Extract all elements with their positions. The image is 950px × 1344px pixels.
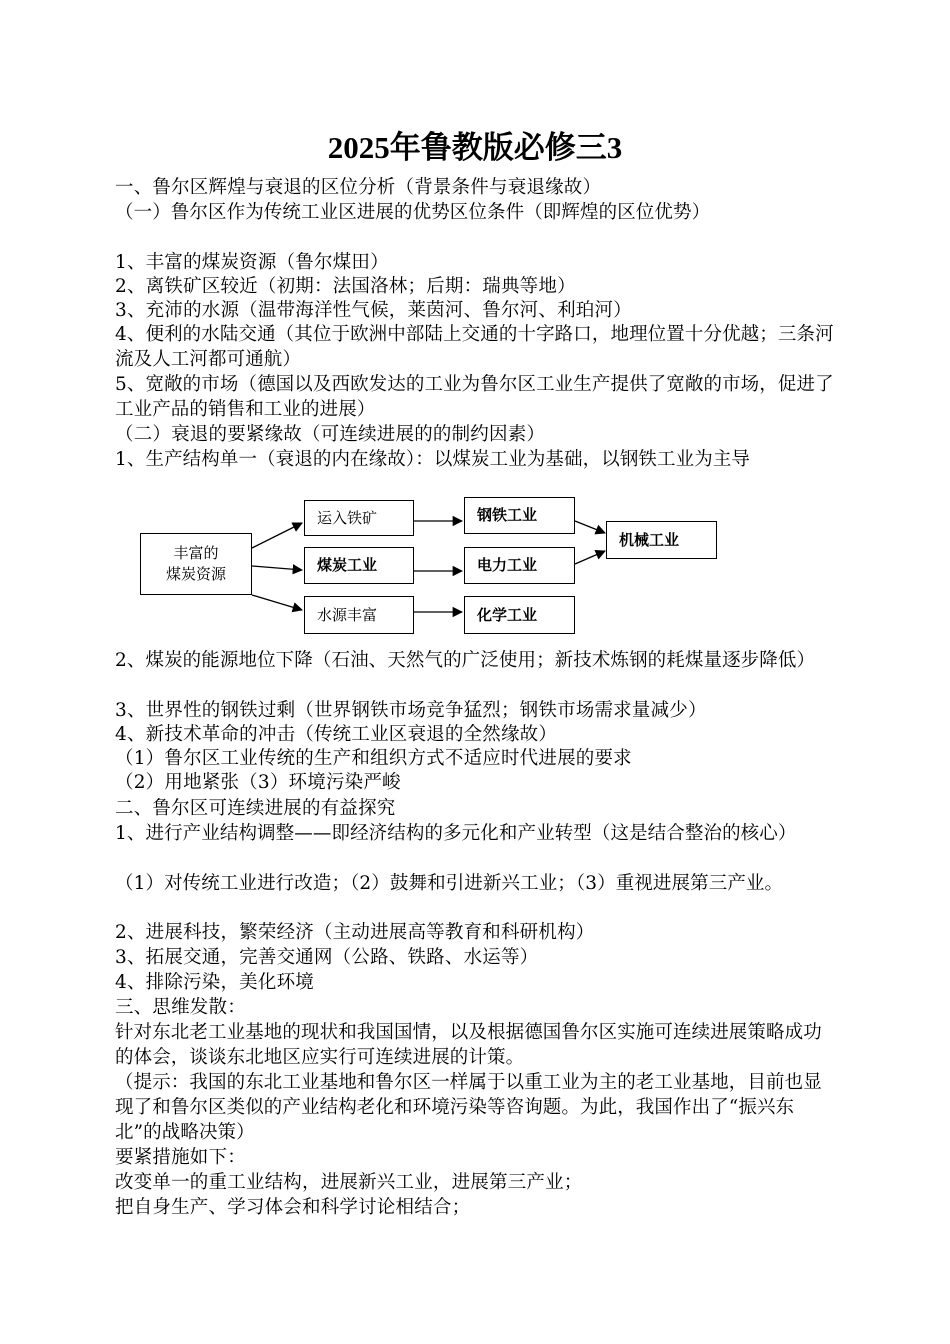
paragraph: 1、进行产业结构调整——即经济结构的多元化和产业转型（这是结合整治的核心） — [115, 823, 797, 844]
diagram-node-iron-ore: 运入铁矿 — [304, 500, 414, 536]
paragraph: （2）用地紧张（3）环境污染严峻 — [115, 772, 401, 793]
paragraph: 3、世界性的钢铁过剩（世界钢铁市场竞争猛烈；钢铁市场需求量减少） — [115, 700, 707, 721]
section-heading: 二、鲁尔区可连续进展的有益探究 — [115, 798, 396, 819]
diagram-node-chemical-industry: 化学工业 — [464, 596, 575, 634]
section-heading: 三、思维发散： — [115, 997, 246, 1018]
section-heading: 一、鲁尔区辉煌与衰退的区位分析（背景条件与衰退缘故） — [115, 177, 602, 198]
paragraph: 把自身生产、学习体会和科学讨论相结合； — [115, 1197, 471, 1218]
paragraph: 3、充沛的水源（温带海洋性气候，莱茵河、鲁尔河、利珀河） — [115, 300, 632, 321]
diagram-node-power-industry: 电力工业 — [464, 547, 575, 584]
subsection-heading: （二）衰退的要紧缘故（可连续进展的的制约因素） — [115, 424, 546, 445]
paragraph: 4、新技术革命的冲击（传统工业区衰退的全然缘故） — [115, 724, 558, 745]
diagram-node-coal-industry: 煤炭工业 — [304, 547, 414, 584]
diagram-node-machinery-industry: 机械工业 — [606, 521, 717, 559]
paragraph: 1、丰富的煤炭资源（鲁尔煤田） — [115, 252, 389, 273]
subsection-heading: （一）鲁尔区作为传统工业区进展的优势区位条件（即辉煌的区位优势） — [115, 202, 711, 223]
arrow — [575, 551, 605, 564]
paragraph: 改变单一的重工业结构，进展新兴工业，进展第三产业； — [115, 1172, 583, 1193]
arrow — [252, 566, 302, 570]
paragraph: 2、煤炭的能源地位下降（石油、天然气的广泛使用；新技术炼钢的耗煤量逐步降低） — [115, 650, 816, 671]
paragraph: 4、便利的水陆交通（其位于欧洲中部陆上交通的十字路口，地理位置十分优越；三条河流及人工河都可通航） — [115, 324, 834, 370]
paragraph: （1）对传统工业进行改造；（2）鼓舞和引进新兴工业；（3）重视进展第三产业。 — [115, 873, 784, 894]
paragraph: 5、宽敞的市场（德国以及西欧发达的工业为鲁尔区工业生产提供了宽敞的市场，促进了工业产品的销售和工业的进展） — [115, 374, 834, 420]
paragraph: 3、拓展交通，完善交通网（公路、铁路、水运等） — [115, 947, 539, 968]
paragraph: 针对东北老工业基地的现状和我国国情，以及根据德国鲁尔区实施可连续进展策略成功的体会，谈谈东北地区应实行可连续进展的计策。 — [115, 1022, 822, 1068]
arrow — [575, 521, 605, 533]
arrow — [252, 523, 302, 548]
page-title: 2025年鲁教版必修三3 — [327, 130, 623, 165]
paragraph: （1）鲁尔区工业传统的生产和组织方式不适应时代进展的要求 — [115, 748, 632, 769]
diagram-node-steel-industry: 钢铁工业 — [464, 497, 575, 534]
paragraph: 要紧措施如下： — [115, 1147, 246, 1168]
arrow — [252, 595, 302, 610]
diagram-node-source: 丰富的 煤炭资源 — [140, 533, 252, 595]
paragraph: 4、排除污染，美化环境 — [115, 972, 314, 993]
diagram-node-water: 水源丰富 — [304, 596, 414, 634]
paragraph: （提示：我国的东北工业基地和鲁尔区一样属于以重工业为主的老工业基地，目前也显现了和鲁尔区类似的产业结构老化和环境污染等咨询题。为此，我国作出了“振兴东北”的战略决策） — [115, 1072, 822, 1143]
paragraph: 2、离铁矿区较近（初期：法国洛林；后期：瑞典等地） — [115, 276, 576, 297]
paragraph: 2、进展科技，繁荣经济（主动进展高等教育和科研机构） — [115, 922, 595, 943]
paragraph: 1、生产结构单一（衰退的内在缘故）：以煤炭工业为基础，以钢铁工业为主导 — [115, 449, 751, 470]
